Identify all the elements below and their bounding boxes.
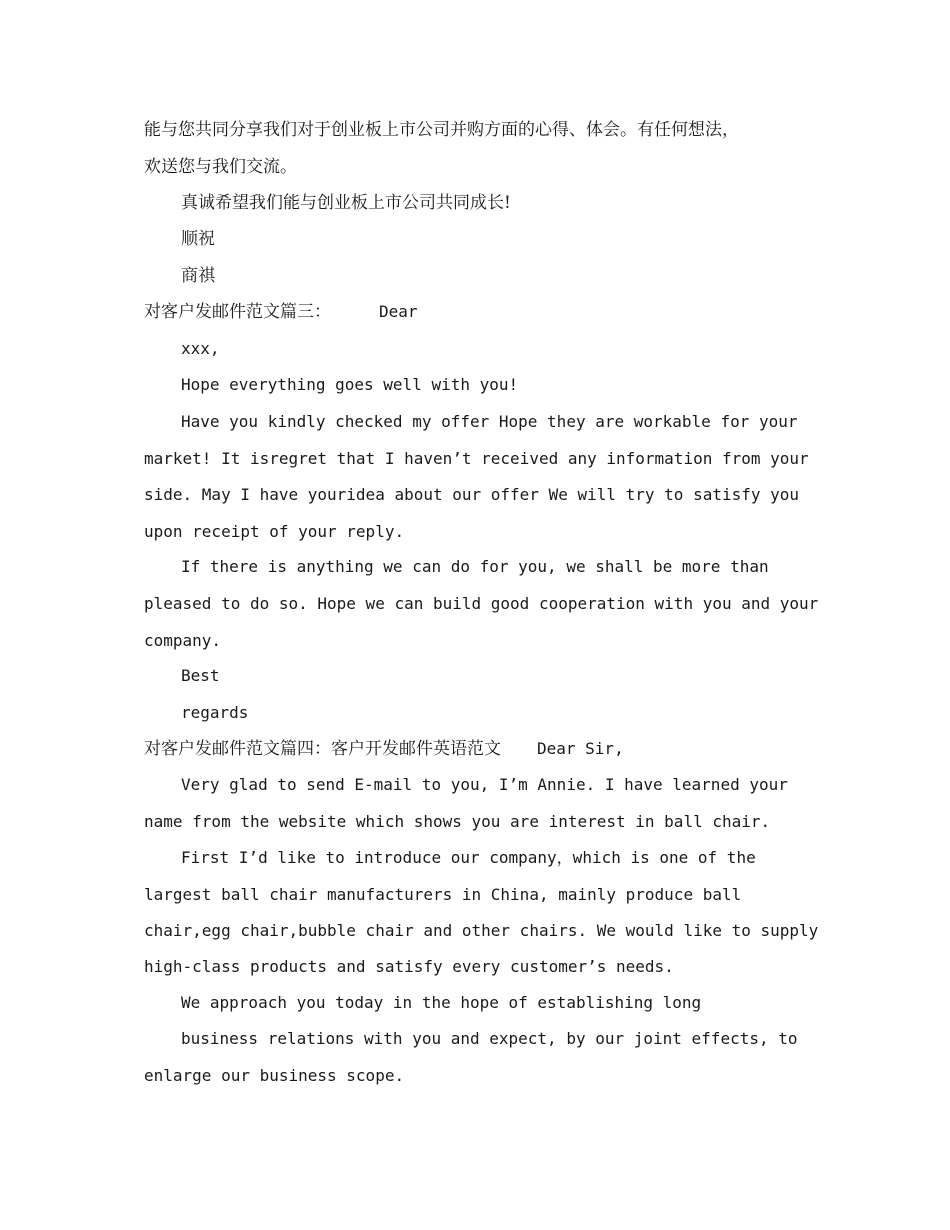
closing-line: 商祺 — [181, 266, 215, 286]
paragraph-line: name from the website which shows you are interest in ball chair. — [144, 812, 771, 831]
paragraph-line: Very glad to send E-mail to you, I’m Annie. I have learned your — [181, 775, 788, 794]
paragraph-line: First I’d like to introduce our company，which is one of the — [181, 848, 756, 867]
paragraph-line: Hope everything goes well with you! — [181, 375, 519, 394]
paragraph-line: If there is anything we can do for you, we shall be more than — [181, 557, 769, 576]
signoff-line: regards — [181, 703, 249, 722]
paragraph-line: largest ball chair manufacturers in China, mainly produce ball — [144, 885, 742, 904]
paragraph-line: pleased to do so. Hope we can build good cooperation with you and your — [144, 594, 819, 613]
paragraph-line: 欢送您与我们交流。 — [144, 157, 297, 177]
salutation-line: xxx, — [181, 339, 220, 358]
closing-line: 顺祝 — [181, 229, 215, 249]
paragraph-line: enlarge our business scope. — [144, 1066, 405, 1085]
paragraph-line: Have you kindly checked my offer Hope they are workable for your — [181, 412, 798, 431]
section-heading-4 — [144, 737, 624, 761]
paragraph-line: business relations with you and expect, by our joint effects, to — [181, 1029, 798, 1048]
paragraph-line: 真诚希望我们能与创业板上市公司共同成长! — [181, 193, 511, 213]
paragraph-line: chair,egg chair,bubble chair and other chairs. We would like to supply — [144, 921, 819, 940]
heading-salutation: Dear Sir, — [537, 739, 624, 758]
paragraph-line: 能与您共同分享我们对于创业板上市公司并购方面的心得、体会。有任何想法， — [144, 120, 739, 140]
paragraph-line: We approach you today in the hope of establishing long — [181, 993, 702, 1012]
paragraph-line: company. — [144, 631, 222, 650]
paragraph-line: high-class products and satisfy every customer’s needs. — [144, 957, 674, 976]
heading-text: 对客户发邮件范文篇四：客户开发邮件英语范文 — [144, 739, 501, 759]
section-heading-3 — [144, 300, 418, 324]
heading-salutation: Dear — [379, 302, 418, 321]
heading-text: 对客户发邮件范文篇三： — [144, 302, 331, 322]
paragraph-line: upon receipt of your reply. — [144, 522, 405, 541]
signoff-line: Best — [181, 666, 220, 685]
paragraph-line: market! It isregret that I haven’t received any information from your — [144, 449, 809, 468]
paragraph-line: side. May I have youridea about our offer We will try to satisfy you — [144, 485, 800, 504]
